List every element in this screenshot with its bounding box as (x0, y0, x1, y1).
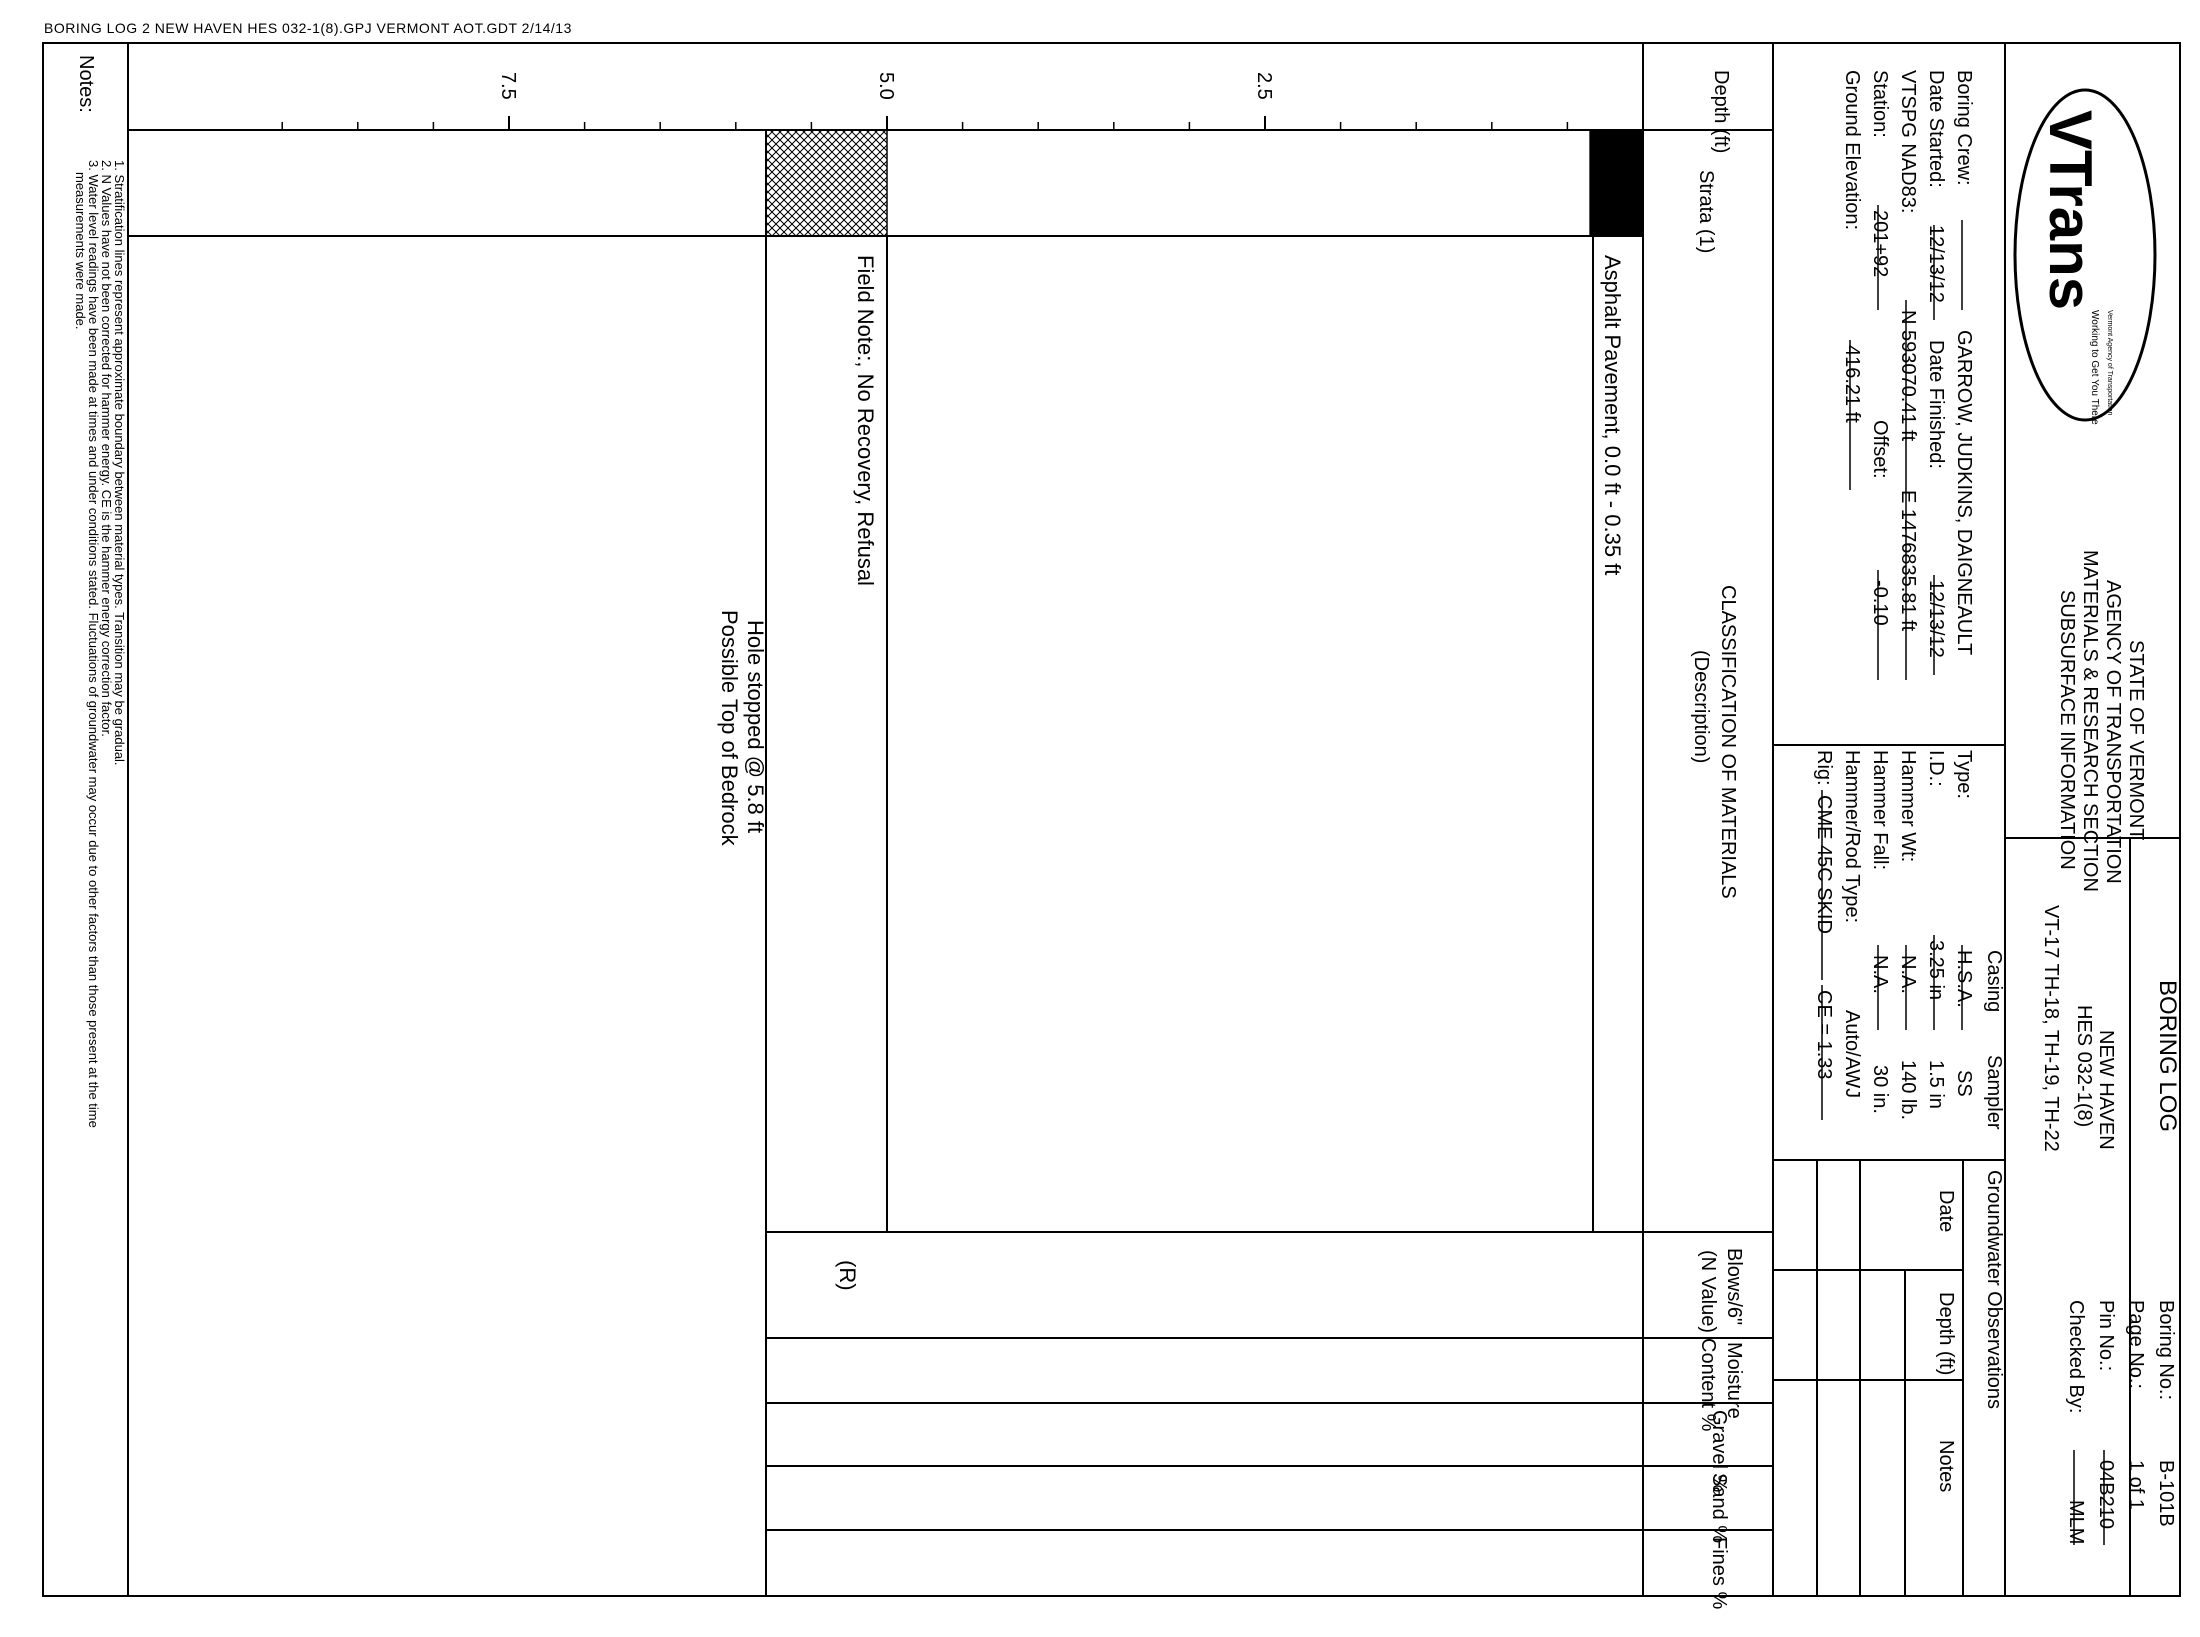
col-header-moisture: Moisture (1723, 1342, 1745, 1419)
depth-tick-label: 7.5 (497, 72, 519, 100)
col-header-blows: Blows/6" (1723, 1248, 1745, 1326)
note-3: 3. Water level readings have been made at times and under conditions stated. Fluctuations of groundwater may occur due to other factors than those present at the time (86, 160, 101, 1128)
desc-hole-stopped: Hole stopped @ 5.8 ft (743, 620, 768, 834)
boring-no-value: B-101B (2155, 1460, 2177, 1527)
depth-tick-label: 2.5 (1253, 72, 1275, 100)
col-header-blows-sub: (N Value) (1697, 1250, 1719, 1333)
vtrans-logo (2015, 90, 2155, 425)
desc-asphalt: Asphalt Pavement, 0.0 ft - 0.35 ft (1600, 255, 1625, 576)
crew-value: GARROW, JUDKINS, DAIGNEAULT (1953, 330, 1975, 656)
hammer-wt-casing: N.A. (1897, 955, 1919, 994)
depth-tick-label: 5.0 (875, 72, 897, 100)
ce-value: CE = 1.33 (1813, 990, 1835, 1080)
date-finished-label: Date Finished: (1925, 340, 1947, 469)
agency-line-2: AGENCY OF TRANSPORTATION (2102, 580, 2124, 884)
desc-top-bedrock: Possible Top of Bedrock (717, 610, 742, 846)
page-no-label: Page No.: (2125, 1300, 2147, 1389)
boring-no-label: Boring No.: (2155, 1300, 2177, 1401)
col-header-fines: Fines % (1708, 1537, 1730, 1610)
hammer-wt-sampler: 140 lb. (1897, 1060, 1919, 1121)
note-2: 2. N Values have not been corrected for hammer energy. CE is the hammer energy correction factor. (99, 160, 114, 737)
desc-field-note: Field Note:, No Recovery, Refusal (853, 255, 878, 586)
blows-value: (R) (835, 1260, 860, 1291)
project-line-2: HES 032-1(8) (2073, 1005, 2095, 1128)
equip-id-casing: 3.25 in (1925, 940, 1947, 1001)
logo-tagline: Working to Get You There (2089, 310, 2100, 425)
hammer-fall-sampler: 30 in. (1869, 1065, 1891, 1114)
col-header-gravel: Gravel % (1708, 1410, 1730, 1493)
gw-col-depth: Depth (ft) (1935, 1292, 1957, 1376)
checked-by-value: MLM (2065, 1500, 2087, 1545)
page-no-value: 1 of 1 (2125, 1460, 2147, 1511)
offset-label: Offset: (1869, 420, 1891, 479)
elevation-value: 416.21 ft (1841, 345, 1863, 423)
hammer-fall-casing: N.A. (1869, 955, 1891, 994)
notes-title: Notes: (75, 55, 97, 113)
col-header-moisture-sub: Content % (1697, 1338, 1719, 1432)
note-4: measurements were made. (73, 172, 88, 330)
equip-type-label: Type: (1953, 750, 1975, 799)
date-finished-value: 12/13/12 (1925, 580, 1947, 658)
hammer-wt-label: Hammer Wt: (1897, 750, 1919, 863)
note-1: 1. Stratification lines represent approximate boundary between material types. Transition may be gradual. (112, 160, 127, 766)
project-line-1: NEW HAVEN (2095, 1030, 2117, 1150)
gw-title: Groundwater Observations (1983, 1170, 2005, 1410)
gw-col-notes: Notes (1935, 1440, 1957, 1493)
station-value: 201+92 (1869, 210, 1891, 278)
strata-asphalt (1590, 130, 1643, 236)
project-line-3: VT-17 TH-18, TH-19, TH-22 (2040, 905, 2062, 1152)
depth-axis (282, 72, 1567, 130)
strata-layer (766, 130, 1643, 236)
sampler-header: Sampler (1983, 1055, 2005, 1130)
agency-line-4: SUBSURFACE INFORMATION (2056, 590, 2078, 870)
equip-type-casing: H.S.A. (1953, 950, 1975, 1008)
equip-id-label: I.D.: (1925, 750, 1947, 787)
col-header-strata: Strata (1) (1695, 170, 1717, 254)
gw-col-date: Date (1935, 1190, 1957, 1233)
equip-type-sampler: SS (1953, 1070, 1975, 1097)
date-started-value: 12/13/12 (1925, 225, 1947, 303)
header-line: BORING LOG 2 NEW HAVEN HES 032-1(8).GPJ VERMONT AOT.GDT 2/14/13 (44, 20, 572, 36)
crew-label: Boring Crew: (1953, 70, 1975, 186)
agency-line-3: MATERIALS & RESEARCH SECTION (2079, 550, 2101, 892)
log-title: BORING LOG (2154, 980, 2181, 1133)
logo-text: VTrans (2037, 110, 2104, 311)
date-started-label: Date Started: (1925, 70, 1947, 188)
casing-header: Casing (1983, 950, 2005, 1013)
pin-no-label: Pin No.: (2095, 1300, 2117, 1372)
equip-id-sampler: 1.5 in (1925, 1060, 1947, 1109)
agency-line-1: STATE OF VERMONT (2125, 640, 2147, 841)
logo-subtag: Vermont Agency of Transportation (2106, 310, 2113, 416)
strata-bedrock-refusal (766, 130, 887, 236)
coords-label: VTSPG NAD83: (1897, 70, 1919, 214)
col-header-classification-sub: (Description) (1690, 650, 1712, 764)
col-header-depth: Depth (ft) (1710, 70, 1732, 154)
elevation-label: Ground Elevation: (1841, 70, 1863, 231)
col-header-sand: Sand % (1708, 1473, 1730, 1544)
northing-value: N 593070.41 ft (1897, 310, 1919, 442)
easting-value: E 1476835.81 ft (1897, 490, 1919, 632)
station-label: Station: (1869, 70, 1891, 138)
hammer-fall-label: Hammer Fall: (1869, 750, 1891, 871)
rig-value: CME 45C SKID (1813, 795, 1835, 934)
rig-label: Rig: (1813, 750, 1835, 786)
offset-value: -0.10 (1869, 580, 1891, 626)
hammer-rod-label: Hammer/Rod Type: (1841, 750, 1863, 924)
hammer-rod-value: Auto/AWJ (1841, 1010, 1863, 1099)
col-header-classification: CLASSIFICATION OF MATERIALS (1717, 585, 1739, 899)
pin-no-value: 04B210 (2095, 1460, 2117, 1529)
checked-by-label: Checked By: (2065, 1300, 2087, 1414)
